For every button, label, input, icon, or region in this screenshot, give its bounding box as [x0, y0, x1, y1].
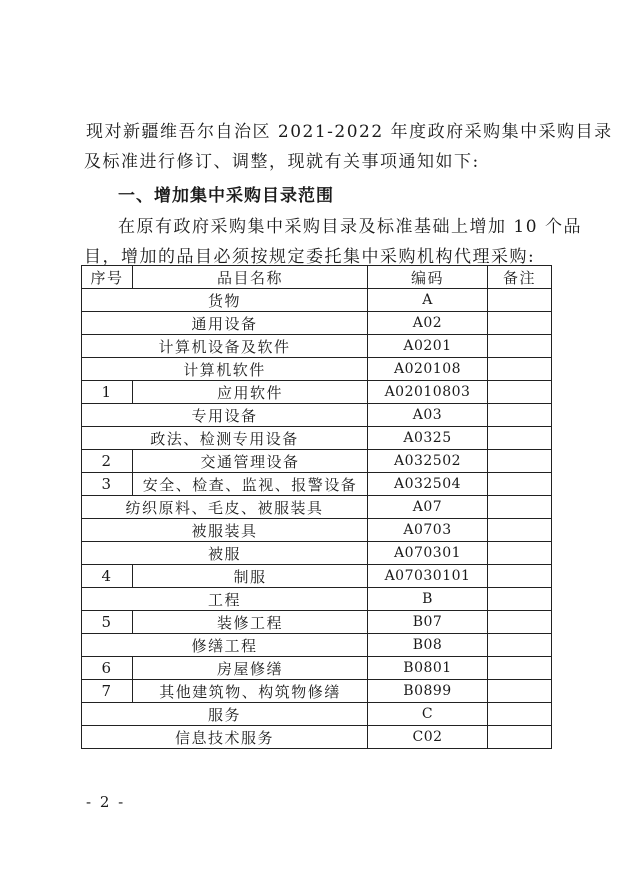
cell-name: 被服装具 — [82, 519, 368, 542]
table-row — [82, 611, 552, 634]
cell-code: B08 — [368, 634, 488, 657]
intro-line-1: 现对新疆维吾尔自治区 2021-2022 年度政府采购集中采购目录 — [86, 122, 613, 142]
cell-code: A03 — [368, 404, 488, 427]
cell-name: 被服 — [82, 542, 368, 565]
cell-name: 计算机软件 — [82, 358, 368, 381]
cell-no: 3 — [82, 473, 133, 496]
page-number: - 2 - — [86, 793, 126, 811]
table-row — [82, 358, 552, 381]
cell-name: 其他建筑物、构筑物修缮 — [133, 680, 368, 703]
cell-code: A0201 — [368, 335, 488, 358]
cell-no: 4 — [82, 565, 133, 588]
cell-code: A07 — [368, 496, 488, 519]
table-row — [82, 657, 552, 680]
cell-no: 7 — [82, 680, 133, 703]
cell-name: 政法、检测专用设备 — [82, 427, 368, 450]
cell-note — [488, 634, 552, 657]
cell-note — [488, 565, 552, 588]
cell-no: 5 — [82, 611, 133, 634]
table-body — [82, 289, 552, 749]
cell-note — [488, 381, 552, 404]
cell-note — [488, 496, 552, 519]
cell-name: 工程 — [82, 588, 368, 611]
cell-note — [488, 335, 552, 358]
table-row — [82, 289, 552, 312]
cell-note — [488, 358, 552, 381]
cell-code: A032504 — [368, 473, 488, 496]
cell-no: 1 — [82, 381, 133, 404]
header-no: 序号 — [82, 266, 133, 289]
cell-code: A02 — [368, 312, 488, 335]
cell-code: A0703 — [368, 519, 488, 542]
cell-name: 装修工程 — [133, 611, 368, 634]
cell-code: B0801 — [368, 657, 488, 680]
table-row — [82, 312, 552, 335]
cell-name: 纺织原料、毛皮、被服装具 — [82, 496, 368, 519]
table-row — [82, 542, 552, 565]
table-row — [82, 588, 552, 611]
intro-line-2: 及标准进行修订、调整，现就有关事项通知如下: — [84, 152, 480, 172]
catalog-table — [81, 265, 552, 749]
cell-note — [488, 473, 552, 496]
cell-name: 交通管理设备 — [133, 450, 368, 473]
cell-note — [488, 404, 552, 427]
cell-note — [488, 312, 552, 335]
cell-name: 修缮工程 — [82, 634, 368, 657]
cell-code: A — [368, 289, 488, 312]
cell-code: B — [368, 588, 488, 611]
cell-name: 信息技术服务 — [82, 726, 368, 749]
cell-name: 专用设备 — [82, 404, 368, 427]
cell-note — [488, 427, 552, 450]
cell-note — [488, 289, 552, 312]
cell-note — [488, 703, 552, 726]
cell-note — [488, 519, 552, 542]
cell-code: B07 — [368, 611, 488, 634]
cell-name: 制服 — [133, 565, 368, 588]
header-code: 编码 — [368, 266, 488, 289]
cell-code: A020108 — [368, 358, 488, 381]
section-paragraph-line-2: 目，增加的品目必须按规定委托集中采购机构代理采购: — [84, 247, 536, 267]
table-row — [82, 703, 552, 726]
cell-note — [488, 450, 552, 473]
table-header-row — [82, 266, 552, 289]
table-row — [82, 565, 552, 588]
cell-no: 6 — [82, 657, 133, 680]
cell-name: 安全、检查、监视、报警设备 — [133, 473, 368, 496]
cell-name: 服务 — [82, 703, 368, 726]
table-row — [82, 726, 552, 749]
cell-note — [488, 680, 552, 703]
table-row — [82, 519, 552, 542]
cell-note — [488, 726, 552, 749]
cell-name: 房屋修缮 — [133, 657, 368, 680]
table-row — [82, 427, 552, 450]
table-row — [82, 335, 552, 358]
cell-code: A0325 — [368, 427, 488, 450]
table-row — [82, 381, 552, 404]
table-row — [82, 473, 552, 496]
cell-code: B0899 — [368, 680, 488, 703]
cell-name: 货物 — [82, 289, 368, 312]
cell-no: 2 — [82, 450, 133, 473]
table-row — [82, 680, 552, 703]
cell-code: C02 — [368, 726, 488, 749]
cell-code: A07030101 — [368, 565, 488, 588]
section-heading: 一、增加集中采购目录范围 — [118, 186, 334, 206]
cell-note — [488, 542, 552, 565]
cell-code: C — [368, 703, 488, 726]
cell-name: 应用软件 — [133, 381, 368, 404]
table-row — [82, 450, 552, 473]
table-row — [82, 634, 552, 657]
cell-code: A02010803 — [368, 381, 488, 404]
cell-code: A070301 — [368, 542, 488, 565]
section-paragraph-line-1: 在原有政府采购集中采购目录及标准基础上增加 10 个品 — [118, 217, 582, 237]
cell-name: 通用设备 — [82, 312, 368, 335]
cell-note — [488, 611, 552, 634]
cell-name: 计算机设备及软件 — [82, 335, 368, 358]
header-name: 品目名称 — [133, 266, 368, 289]
cell-note — [488, 588, 552, 611]
header-note: 备注 — [488, 266, 552, 289]
table-row — [82, 404, 552, 427]
table-row — [82, 496, 552, 519]
cell-note — [488, 657, 552, 680]
cell-code: A032502 — [368, 450, 488, 473]
